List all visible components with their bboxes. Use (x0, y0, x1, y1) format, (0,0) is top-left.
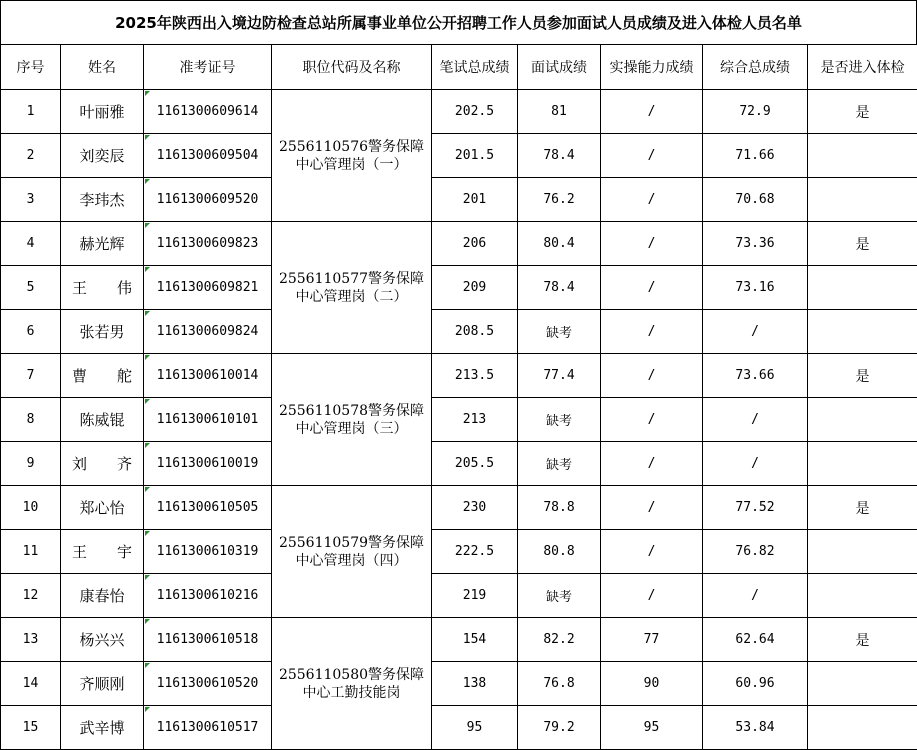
cell-total[interactable]: 73.36 (703, 222, 808, 266)
cell-name[interactable]: 曹 舵 (61, 354, 144, 398)
cell-seq[interactable]: 13 (1, 618, 61, 662)
cell-written[interactable]: 213 (432, 398, 518, 442)
table-row (1, 134, 917, 178)
cell-seq[interactable]: 1 (1, 90, 61, 134)
cell-interview[interactable]: 缺考 (518, 310, 601, 354)
cell-name[interactable]: 李玮杰 (61, 178, 144, 222)
cell-practical[interactable]: / (601, 486, 703, 530)
cell-exam-id[interactable]: 1161300609823 (144, 222, 272, 266)
cell-physical[interactable] (808, 574, 917, 618)
cell-written[interactable]: 202.5 (432, 90, 518, 134)
cell-exam-id[interactable]: 1161300610517 (144, 706, 272, 750)
cell-physical[interactable] (808, 662, 917, 706)
cell-total[interactable]: / (703, 398, 808, 442)
cell-position[interactable]: 2556110578警务保障中心管理岗（三） (272, 354, 432, 486)
cell-exam-id[interactable]: 1161300610505 (144, 486, 272, 530)
cell-interview[interactable]: 82.2 (518, 618, 601, 662)
cell-seq[interactable]: 4 (1, 222, 61, 266)
cell-seq[interactable]: 7 (1, 354, 61, 398)
cell-interview[interactable]: 81 (518, 90, 601, 134)
cell-name[interactable]: 刘奕辰 (61, 134, 144, 178)
cell-written[interactable]: 206 (432, 222, 518, 266)
cell-seq[interactable]: 5 (1, 266, 61, 310)
cell-name[interactable]: 王 宇 (61, 530, 144, 574)
cell-interview[interactable]: 77.4 (518, 354, 601, 398)
cell-physical[interactable]: 是 (808, 222, 917, 266)
cell-written[interactable]: 201 (432, 178, 518, 222)
cell-practical[interactable]: / (601, 310, 703, 354)
table-row (1, 266, 917, 310)
header-row (1, 45, 917, 90)
cell-seq[interactable]: 6 (1, 310, 61, 354)
cell-interview[interactable]: 78.8 (518, 486, 601, 530)
cell-exam-id[interactable]: 1161300610319 (144, 530, 272, 574)
table-row (1, 90, 917, 134)
cell-exam-id[interactable]: 1161300609614 (144, 90, 272, 134)
header-total[interactable]: 综合总成绩 (703, 45, 808, 90)
cell-written[interactable]: 138 (432, 662, 518, 706)
results-table (0, 44, 917, 750)
cell-seq[interactable]: 14 (1, 662, 61, 706)
header-physical[interactable]: 是否进入体检 (808, 45, 917, 90)
sheet-title: 2025年陕西出入境边防检查总站所属事业单位公开招聘工作人员参加面试人员成绩及进入体检人员名单 (0, 0, 917, 44)
cell-physical[interactable] (808, 442, 917, 486)
cell-physical[interactable] (808, 266, 917, 310)
table-row (1, 442, 917, 486)
cell-practical[interactable]: / (601, 134, 703, 178)
cell-interview[interactable]: 79.2 (518, 706, 601, 750)
cell-written[interactable]: 213.5 (432, 354, 518, 398)
cell-physical[interactable] (808, 310, 917, 354)
cell-total[interactable]: 70.68 (703, 178, 808, 222)
header-practical[interactable]: 实操能力成绩 (601, 45, 703, 90)
cell-practical[interactable]: / (601, 530, 703, 574)
cell-position[interactable]: 2556110579警务保障中心管理岗（四） (272, 486, 432, 618)
cell-physical[interactable]: 是 (808, 486, 917, 530)
cell-written[interactable]: 230 (432, 486, 518, 530)
cell-written[interactable]: 205.5 (432, 442, 518, 486)
cell-practical[interactable]: 95 (601, 706, 703, 750)
cell-seq[interactable]: 10 (1, 486, 61, 530)
table-row (1, 530, 917, 574)
header-position[interactable]: 职位代码及名称 (272, 45, 432, 90)
cell-total[interactable]: 76.82 (703, 530, 808, 574)
cell-practical[interactable]: / (601, 442, 703, 486)
cell-physical[interactable] (808, 134, 917, 178)
header-interview[interactable]: 面试成绩 (518, 45, 601, 90)
table-row (1, 354, 917, 398)
cell-exam-id[interactable]: 1161300610520 (144, 662, 272, 706)
table-row (1, 222, 917, 266)
cell-written[interactable]: 222.5 (432, 530, 518, 574)
cell-interview[interactable]: 缺考 (518, 398, 601, 442)
cell-interview[interactable]: 缺考 (518, 442, 601, 486)
cell-seq[interactable]: 2 (1, 134, 61, 178)
cell-interview[interactable]: 缺考 (518, 574, 601, 618)
cell-total[interactable]: 73.16 (703, 266, 808, 310)
cell-total[interactable]: 62.64 (703, 618, 808, 662)
cell-practical[interactable]: 90 (601, 662, 703, 706)
cell-physical[interactable] (808, 706, 917, 750)
cell-seq[interactable]: 15 (1, 706, 61, 750)
cell-name[interactable]: 王 伟 (61, 266, 144, 310)
table-row (1, 618, 917, 662)
cell-seq[interactable]: 3 (1, 178, 61, 222)
cell-name[interactable]: 赫光辉 (61, 222, 144, 266)
cell-total[interactable]: 53.84 (703, 706, 808, 750)
cell-physical[interactable]: 是 (808, 90, 917, 134)
cell-total[interactable]: / (703, 310, 808, 354)
cell-written[interactable]: 154 (432, 618, 518, 662)
cell-practical[interactable]: / (601, 266, 703, 310)
cell-exam-id[interactable]: 1161300610019 (144, 442, 272, 486)
cell-seq[interactable]: 9 (1, 442, 61, 486)
cell-seq[interactable]: 12 (1, 574, 61, 618)
cell-name[interactable]: 张若男 (61, 310, 144, 354)
table-row (1, 398, 917, 442)
cell-exam-id[interactable]: 1161300610216 (144, 574, 272, 618)
cell-written[interactable]: 201.5 (432, 134, 518, 178)
cell-total[interactable]: 60.96 (703, 662, 808, 706)
cell-physical[interactable]: 是 (808, 618, 917, 662)
cell-interview[interactable]: 78.4 (518, 134, 601, 178)
cell-practical[interactable]: / (601, 178, 703, 222)
cell-interview[interactable]: 78.4 (518, 266, 601, 310)
cell-practical[interactable]: / (601, 574, 703, 618)
cell-interview[interactable]: 76.8 (518, 662, 601, 706)
table-row (1, 486, 917, 530)
cell-seq[interactable]: 8 (1, 398, 61, 442)
cell-name[interactable]: 杨兴兴 (61, 618, 144, 662)
cell-interview[interactable]: 80.8 (518, 530, 601, 574)
cell-physical[interactable] (808, 398, 917, 442)
header-seq[interactable]: 序号 (1, 45, 61, 90)
cell-position[interactable]: 2556110576警务保障中心管理岗（一） (272, 90, 432, 222)
cell-name[interactable]: 齐顺刚 (61, 662, 144, 706)
cell-total[interactable]: 73.66 (703, 354, 808, 398)
cell-name[interactable]: 郑心怡 (61, 486, 144, 530)
table-row (1, 310, 917, 354)
cell-written[interactable]: 208.5 (432, 310, 518, 354)
cell-position[interactable]: 2556110580警务保障中心工勤技能岗 (272, 618, 432, 750)
cell-total[interactable]: / (703, 574, 808, 618)
header-exam-id[interactable]: 准考证号 (144, 45, 272, 90)
cell-name[interactable]: 叶丽雅 (61, 90, 144, 134)
header-written[interactable]: 笔试总成绩 (432, 45, 518, 90)
cell-exam-id[interactable]: 1161300609824 (144, 310, 272, 354)
cell-written[interactable]: 95 (432, 706, 518, 750)
cell-physical[interactable] (808, 178, 917, 222)
cell-interview[interactable]: 76.2 (518, 178, 601, 222)
cell-exam-id[interactable]: 1161300609520 (144, 178, 272, 222)
cell-practical[interactable]: 77 (601, 618, 703, 662)
cell-total[interactable]: 71.66 (703, 134, 808, 178)
cell-name[interactable]: 刘 齐 (61, 442, 144, 486)
cell-name[interactable]: 武辛博 (61, 706, 144, 750)
cell-exam-id[interactable]: 1161300609821 (144, 266, 272, 310)
table-body (1, 90, 917, 750)
cell-name[interactable]: 陈威锟 (61, 398, 144, 442)
cell-interview[interactable]: 80.4 (518, 222, 601, 266)
cell-practical[interactable]: / (601, 354, 703, 398)
header-name[interactable]: 姓名 (61, 45, 144, 90)
table-row (1, 662, 917, 706)
cell-practical[interactable]: / (601, 222, 703, 266)
cell-physical[interactable] (808, 530, 917, 574)
cell-seq[interactable]: 11 (1, 530, 61, 574)
table-row (1, 574, 917, 618)
cell-name[interactable]: 康春怡 (61, 574, 144, 618)
cell-total[interactable]: 72.9 (703, 90, 808, 134)
cell-practical[interactable]: / (601, 398, 703, 442)
cell-exam-id[interactable]: 1161300609504 (144, 134, 272, 178)
cell-total[interactable]: / (703, 442, 808, 486)
cell-exam-id[interactable]: 1161300610518 (144, 618, 272, 662)
cell-exam-id[interactable]: 1161300610014 (144, 354, 272, 398)
table-row (1, 706, 917, 750)
cell-practical[interactable]: / (601, 90, 703, 134)
cell-exam-id[interactable]: 1161300610101 (144, 398, 272, 442)
table-row (1, 178, 917, 222)
cell-position[interactable]: 2556110577警务保障中心管理岗（二） (272, 222, 432, 354)
cell-written[interactable]: 209 (432, 266, 518, 310)
cell-total[interactable]: 77.52 (703, 486, 808, 530)
cell-written[interactable]: 219 (432, 574, 518, 618)
cell-physical[interactable]: 是 (808, 354, 917, 398)
